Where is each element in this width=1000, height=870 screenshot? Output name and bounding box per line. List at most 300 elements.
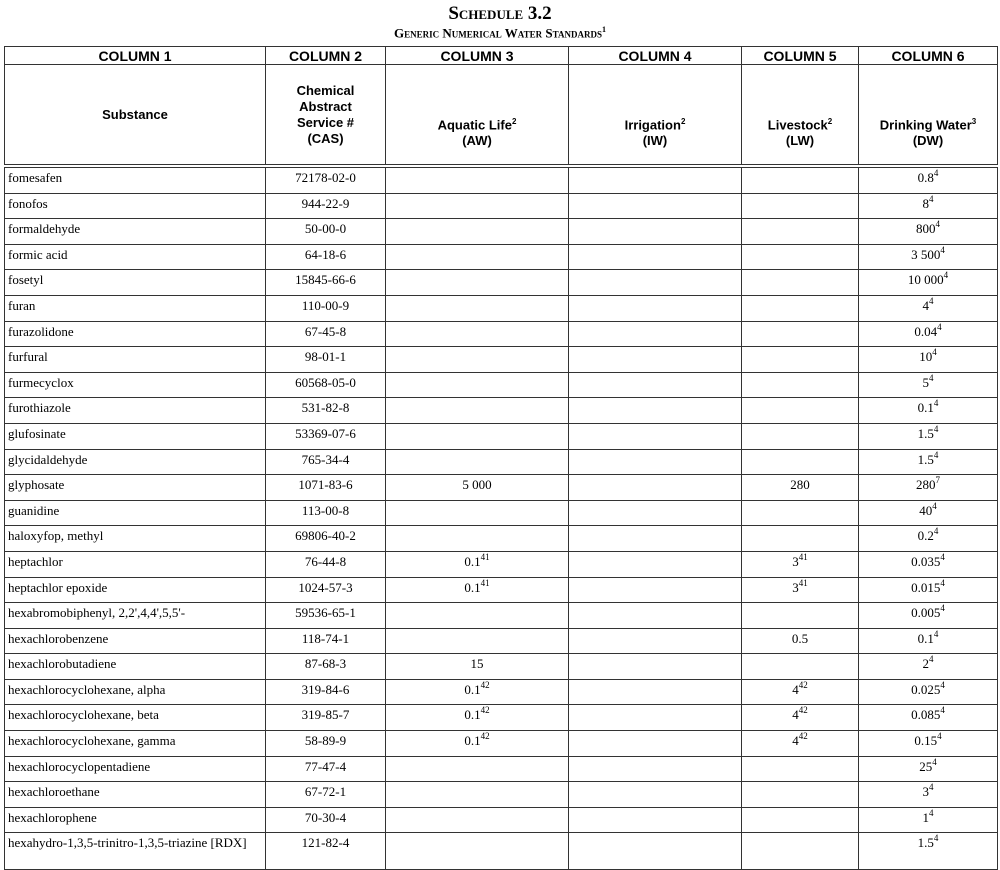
aquatic-life-cell — [386, 705, 569, 731]
column-subheader-3 — [386, 65, 569, 167]
value: 15 — [470, 656, 484, 672]
subheader-line: (CAS) — [307, 130, 344, 146]
footnote-ref: 2 — [827, 116, 833, 126]
water-standards-table — [4, 46, 998, 870]
aquatic-life-cell — [386, 782, 569, 808]
footnote-ref: 4 — [940, 244, 945, 255]
livestock-cell — [742, 731, 859, 757]
substance-cell: hexachlorocyclohexane, gamma — [5, 731, 266, 757]
subheader-line: Chemical — [296, 82, 355, 98]
table-row — [5, 731, 998, 757]
table-row — [5, 270, 998, 296]
substance-cell: haloxyfop, methyl — [5, 526, 266, 552]
aquatic-life-cell — [386, 423, 569, 449]
value: 0.15 — [914, 733, 938, 749]
column-subheader-6 — [859, 65, 998, 167]
value: 1.5 — [917, 835, 934, 851]
table-row — [5, 244, 998, 270]
table-row — [5, 526, 998, 552]
footnote-ref: 4 — [933, 423, 939, 434]
drinking-water-cell — [859, 526, 998, 552]
footnote-ref: 4 — [933, 449, 939, 460]
schedule-title: Schedule 3.2 — [448, 3, 552, 24]
footnote-ref: 2 — [680, 116, 686, 126]
column-subheader-1 — [5, 65, 266, 167]
footnote-ref: 4 — [929, 654, 934, 665]
livestock-cell — [742, 756, 859, 782]
value: 4 — [922, 297, 929, 313]
cas-number-cell: 67-45-8 — [266, 321, 386, 347]
value: 0.1 — [464, 733, 481, 749]
value: 3 — [922, 784, 929, 800]
footnote-ref: 4 — [933, 526, 939, 537]
value: 280 — [790, 477, 810, 493]
footnote-ref: 41 — [798, 577, 808, 588]
column-subheader-4 — [569, 65, 742, 167]
drinking-water-cell — [859, 295, 998, 321]
drinking-water-cell — [859, 654, 998, 680]
footnote-ref: 4 — [929, 372, 934, 383]
irrigation-cell — [569, 295, 742, 321]
value: 280 — [916, 477, 936, 493]
substance-cell: furothiazole — [5, 398, 266, 424]
table-row — [5, 475, 998, 501]
subheader-line: (DW) — [912, 133, 944, 148]
footnote-ref: 42 — [798, 705, 808, 716]
value: 5 — [922, 374, 929, 390]
drinking-water-cell — [859, 807, 998, 833]
livestock-cell — [742, 526, 859, 552]
substance-cell: guanidine — [5, 500, 266, 526]
table-row — [5, 166, 998, 193]
value: 0.1 — [464, 707, 481, 723]
cas-number-cell: 76-44-8 — [266, 551, 386, 577]
irrigation-cell — [569, 833, 742, 870]
value: 0.1 — [464, 579, 481, 595]
value: 4 — [792, 681, 799, 697]
aquatic-life-cell — [386, 347, 569, 373]
substance-cell: fomesafen — [5, 166, 266, 193]
livestock-cell — [742, 295, 859, 321]
table-row — [5, 833, 998, 870]
subheader-line: (LW) — [785, 133, 815, 148]
livestock-cell — [742, 577, 859, 603]
footnote-ref: 41 — [480, 551, 490, 562]
substance-cell: hexabromobiphenyl, 2,2',4,4',5,5'- — [5, 603, 266, 629]
subheader-line: (AW) — [462, 133, 492, 148]
footnote-ref: 3 — [971, 116, 977, 126]
substance-cell: furan — [5, 295, 266, 321]
cas-number-cell: 50-00-0 — [266, 219, 386, 245]
value: 5 000 — [462, 477, 492, 493]
table-row — [5, 603, 998, 629]
aquatic-life-cell — [386, 500, 569, 526]
subheader-line: Service # — [296, 114, 355, 130]
drinking-water-cell — [859, 679, 998, 705]
livestock-cell — [742, 654, 859, 680]
drinking-water-cell — [859, 193, 998, 219]
livestock-cell — [742, 270, 859, 296]
footnote-ref: 4 — [933, 628, 939, 639]
column-header-3: COLUMN 3 — [386, 47, 569, 65]
drinking-water-cell — [859, 500, 998, 526]
livestock-cell — [742, 679, 859, 705]
footnote-ref: 4 — [933, 398, 939, 409]
value: 3 500 — [911, 246, 941, 262]
footnote-ref: 42 — [480, 705, 490, 716]
drinking-water-cell — [859, 347, 998, 373]
column-header-5: COLUMN 5 — [742, 47, 859, 65]
footnote-ref: 4 — [932, 756, 937, 767]
value: 40 — [919, 502, 933, 518]
footnote-ref: 4 — [929, 193, 934, 204]
value: 3 — [792, 579, 799, 595]
subheader-line: (IW) — [642, 133, 668, 148]
aquatic-life-cell — [386, 551, 569, 577]
value: 1.5 — [917, 451, 934, 467]
value: 800 — [916, 221, 936, 237]
substance-cell: formaldehyde — [5, 219, 266, 245]
cas-number-cell: 15845-66-6 — [266, 270, 386, 296]
cas-number-cell: 765-34-4 — [266, 449, 386, 475]
irrigation-cell — [569, 270, 742, 296]
aquatic-life-cell — [386, 193, 569, 219]
value: 10 000 — [907, 272, 944, 288]
value: 0.1 — [917, 630, 934, 646]
value: 0.005 — [911, 605, 941, 621]
irrigation-cell — [569, 398, 742, 424]
footnote-ref: 4 — [940, 705, 945, 716]
aquatic-life-cell — [386, 577, 569, 603]
value: 0.025 — [911, 681, 941, 697]
value: 0.1 — [464, 553, 481, 569]
column-number-row — [5, 47, 998, 65]
livestock-cell — [742, 372, 859, 398]
livestock-cell — [742, 603, 859, 629]
footnote-ref: 4 — [940, 679, 945, 690]
column-header-2: COLUMN 2 — [266, 47, 386, 65]
irrigation-cell — [569, 577, 742, 603]
cas-number-cell: 531-82-8 — [266, 398, 386, 424]
table-row — [5, 347, 998, 373]
substance-cell: glyphosate — [5, 475, 266, 501]
subheader-line: Abstract — [299, 98, 352, 114]
livestock-cell — [742, 449, 859, 475]
subheader-line: Livestock — [767, 117, 828, 132]
aquatic-life-cell — [386, 603, 569, 629]
livestock-cell — [742, 423, 859, 449]
footnote-ref: 41 — [480, 577, 490, 588]
table-row — [5, 398, 998, 424]
livestock-cell — [742, 833, 859, 870]
aquatic-life-cell — [386, 449, 569, 475]
irrigation-cell — [569, 423, 742, 449]
irrigation-cell — [569, 551, 742, 577]
irrigation-cell — [569, 372, 742, 398]
cas-number-cell: 113-00-8 — [266, 500, 386, 526]
cas-number-cell: 70-30-4 — [266, 807, 386, 833]
irrigation-cell — [569, 756, 742, 782]
table-row — [5, 449, 998, 475]
drinking-water-cell — [859, 423, 998, 449]
column-header-1: COLUMN 1 — [5, 47, 266, 65]
livestock-cell — [742, 193, 859, 219]
cas-number-cell: 1024-57-3 — [266, 577, 386, 603]
substance-cell: hexachlorobutadiene — [5, 654, 266, 680]
substance-cell: heptachlor — [5, 551, 266, 577]
drinking-water-cell — [859, 551, 998, 577]
footnote-ref: 4 — [929, 295, 934, 306]
aquatic-life-cell — [386, 628, 569, 654]
table-row — [5, 628, 998, 654]
livestock-cell — [742, 347, 859, 373]
substance-cell: hexachlorocyclopentadiene — [5, 756, 266, 782]
aquatic-life-cell — [386, 166, 569, 193]
footnote-ref: 4 — [940, 603, 945, 614]
cas-number-cell: 59536-65-1 — [266, 603, 386, 629]
drinking-water-cell — [859, 449, 998, 475]
table-row — [5, 807, 998, 833]
irrigation-cell — [569, 679, 742, 705]
table-row — [5, 321, 998, 347]
column-header-4: COLUMN 4 — [569, 47, 742, 65]
irrigation-cell — [569, 219, 742, 245]
irrigation-cell — [569, 321, 742, 347]
irrigation-cell — [569, 654, 742, 680]
cas-number-cell: 319-84-6 — [266, 679, 386, 705]
substance-cell: heptachlor epoxide — [5, 577, 266, 603]
livestock-cell — [742, 782, 859, 808]
substance-cell: glufosinate — [5, 423, 266, 449]
value: 0.1 — [464, 681, 481, 697]
irrigation-cell — [569, 193, 742, 219]
value: 1 — [922, 809, 929, 825]
aquatic-life-cell — [386, 679, 569, 705]
substance-cell: hexahydro-1,3,5-trinitro-1,3,5-triazine [RDX] — [5, 833, 266, 870]
column-subheader-5 — [742, 65, 859, 167]
value: 0.2 — [917, 528, 934, 544]
irrigation-cell — [569, 347, 742, 373]
footnote-ref: 4 — [932, 347, 937, 358]
cas-number-cell: 1071-83-6 — [266, 475, 386, 501]
footnote-ref: 41 — [798, 551, 808, 562]
irrigation-cell — [569, 244, 742, 270]
aquatic-life-cell — [386, 756, 569, 782]
livestock-cell — [742, 551, 859, 577]
table-row — [5, 372, 998, 398]
cas-number-cell: 60568-05-0 — [266, 372, 386, 398]
value: 0.015 — [911, 579, 941, 595]
subheader-line: Substance — [102, 106, 168, 122]
substance-cell: hexachlorophene — [5, 807, 266, 833]
table-row — [5, 551, 998, 577]
value: 4 — [792, 707, 799, 723]
irrigation-cell — [569, 731, 742, 757]
drinking-water-cell — [859, 577, 998, 603]
drinking-water-cell — [859, 166, 998, 193]
value: 0.5 — [791, 630, 809, 646]
irrigation-cell — [569, 500, 742, 526]
drinking-water-cell — [859, 731, 998, 757]
footnote-ref: 4 — [943, 270, 949, 281]
drinking-water-cell — [859, 398, 998, 424]
schedule-subtitle — [0, 25, 1000, 41]
irrigation-cell — [569, 603, 742, 629]
table-row — [5, 782, 998, 808]
substance-cell: hexachlorocyclohexane, beta — [5, 705, 266, 731]
substance-cell: hexachlorocyclohexane, alpha — [5, 679, 266, 705]
aquatic-life-cell — [386, 372, 569, 398]
value: 0.04 — [914, 323, 938, 339]
table-body — [5, 166, 998, 870]
livestock-cell — [742, 166, 859, 193]
substance-cell: fosetyl — [5, 270, 266, 296]
livestock-cell — [742, 628, 859, 654]
table-row — [5, 654, 998, 680]
aquatic-life-cell — [386, 398, 569, 424]
footnote-ref: 4 — [933, 833, 939, 844]
value: 1.5 — [917, 425, 934, 441]
drinking-water-cell — [859, 705, 998, 731]
drinking-water-cell — [859, 782, 998, 808]
irrigation-cell — [569, 449, 742, 475]
aquatic-life-cell — [386, 807, 569, 833]
footnote-ref: 4 — [940, 551, 945, 562]
cas-number-cell: 121-82-4 — [266, 833, 386, 870]
irrigation-cell — [569, 628, 742, 654]
irrigation-cell — [569, 807, 742, 833]
footnote-ref: 2 — [511, 116, 517, 126]
drinking-water-cell — [859, 603, 998, 629]
column-header-6: COLUMN 6 — [859, 47, 998, 65]
aquatic-life-cell — [386, 833, 569, 870]
substance-cell: hexachloroethane — [5, 782, 266, 808]
livestock-cell — [742, 500, 859, 526]
aquatic-life-cell — [386, 654, 569, 680]
footnote-ref: 7 — [935, 475, 940, 486]
irrigation-cell — [569, 475, 742, 501]
cas-number-cell: 319-85-7 — [266, 705, 386, 731]
substance-cell: furfural — [5, 347, 266, 373]
livestock-cell — [742, 705, 859, 731]
footnote-ref: 4 — [932, 500, 937, 511]
column-subheader-2 — [266, 65, 386, 167]
drinking-water-cell — [859, 628, 998, 654]
drinking-water-cell — [859, 475, 998, 501]
aquatic-life-cell — [386, 526, 569, 552]
value: 0.1 — [917, 400, 934, 416]
value: 2 — [922, 656, 929, 672]
irrigation-cell — [569, 166, 742, 193]
drinking-water-cell — [859, 372, 998, 398]
footnote-ref: 4 — [940, 577, 945, 588]
cas-number-cell: 118-74-1 — [266, 628, 386, 654]
footnote-ref: 4 — [933, 168, 939, 178]
cas-number-cell: 87-68-3 — [266, 654, 386, 680]
footnote-ref: 4 — [937, 321, 942, 332]
drinking-water-cell — [859, 244, 998, 270]
aquatic-life-cell — [386, 244, 569, 270]
subheader-line: Drinking Water — [879, 117, 972, 132]
value: 4 — [792, 733, 799, 749]
subtitle-text: Generic Numerical Water Standards — [394, 25, 602, 41]
substance-cell: formic acid — [5, 244, 266, 270]
value: 10 — [919, 349, 933, 365]
footnote-ref: 4 — [935, 219, 940, 230]
substance-cell: fonofos — [5, 193, 266, 219]
livestock-cell — [742, 475, 859, 501]
substance-cell: furazolidone — [5, 321, 266, 347]
aquatic-life-cell — [386, 219, 569, 245]
irrigation-cell — [569, 782, 742, 808]
cas-number-cell: 110-00-9 — [266, 295, 386, 321]
value: 0.085 — [911, 707, 941, 723]
footnote-ref: 4 — [929, 782, 934, 793]
cas-number-cell: 64-18-6 — [266, 244, 386, 270]
aquatic-life-cell — [386, 731, 569, 757]
footnote-ref: 4 — [937, 731, 942, 742]
column-description-row — [5, 65, 998, 167]
livestock-cell — [742, 398, 859, 424]
footnote-ref: 4 — [929, 807, 934, 818]
cas-number-cell: 98-01-1 — [266, 347, 386, 373]
value: 25 — [919, 758, 933, 774]
table-row — [5, 679, 998, 705]
drinking-water-cell — [859, 321, 998, 347]
value: 0.8 — [917, 170, 934, 185]
drinking-water-cell — [859, 219, 998, 245]
substance-cell: furmecyclox — [5, 372, 266, 398]
livestock-cell — [742, 807, 859, 833]
subheader-line: Aquatic Life — [437, 117, 512, 132]
livestock-cell — [742, 244, 859, 270]
table-row — [5, 193, 998, 219]
drinking-water-cell — [859, 833, 998, 870]
footnote-ref: 42 — [798, 731, 808, 742]
drinking-water-cell — [859, 270, 998, 296]
cas-number-cell: 53369-07-6 — [266, 423, 386, 449]
value: 8 — [922, 195, 929, 211]
value: 0.035 — [911, 553, 941, 569]
table-row — [5, 500, 998, 526]
irrigation-cell — [569, 526, 742, 552]
aquatic-life-cell — [386, 295, 569, 321]
footnote-ref: 42 — [480, 731, 490, 742]
cas-number-cell: 944-22-9 — [266, 193, 386, 219]
footnote-ref: 42 — [480, 679, 490, 690]
table-row — [5, 756, 998, 782]
irrigation-cell — [569, 705, 742, 731]
livestock-cell — [742, 219, 859, 245]
table-row — [5, 219, 998, 245]
cas-number-cell: 58-89-9 — [266, 731, 386, 757]
drinking-water-cell — [859, 756, 998, 782]
footnote-ref: 1 — [601, 25, 606, 34]
cas-number-cell: 67-72-1 — [266, 782, 386, 808]
table-row — [5, 577, 998, 603]
table-row — [5, 423, 998, 449]
footnote-ref: 42 — [798, 679, 808, 690]
aquatic-life-cell — [386, 475, 569, 501]
aquatic-life-cell — [386, 321, 569, 347]
subheader-line: Irrigation — [624, 117, 681, 132]
cas-number-cell: 77-47-4 — [266, 756, 386, 782]
cas-number-cell: 69806-40-2 — [266, 526, 386, 552]
table-row — [5, 295, 998, 321]
value: 3 — [792, 553, 799, 569]
cas-number-cell: 72178-02-0 — [266, 166, 386, 193]
substance-cell: hexachlorobenzene — [5, 628, 266, 654]
